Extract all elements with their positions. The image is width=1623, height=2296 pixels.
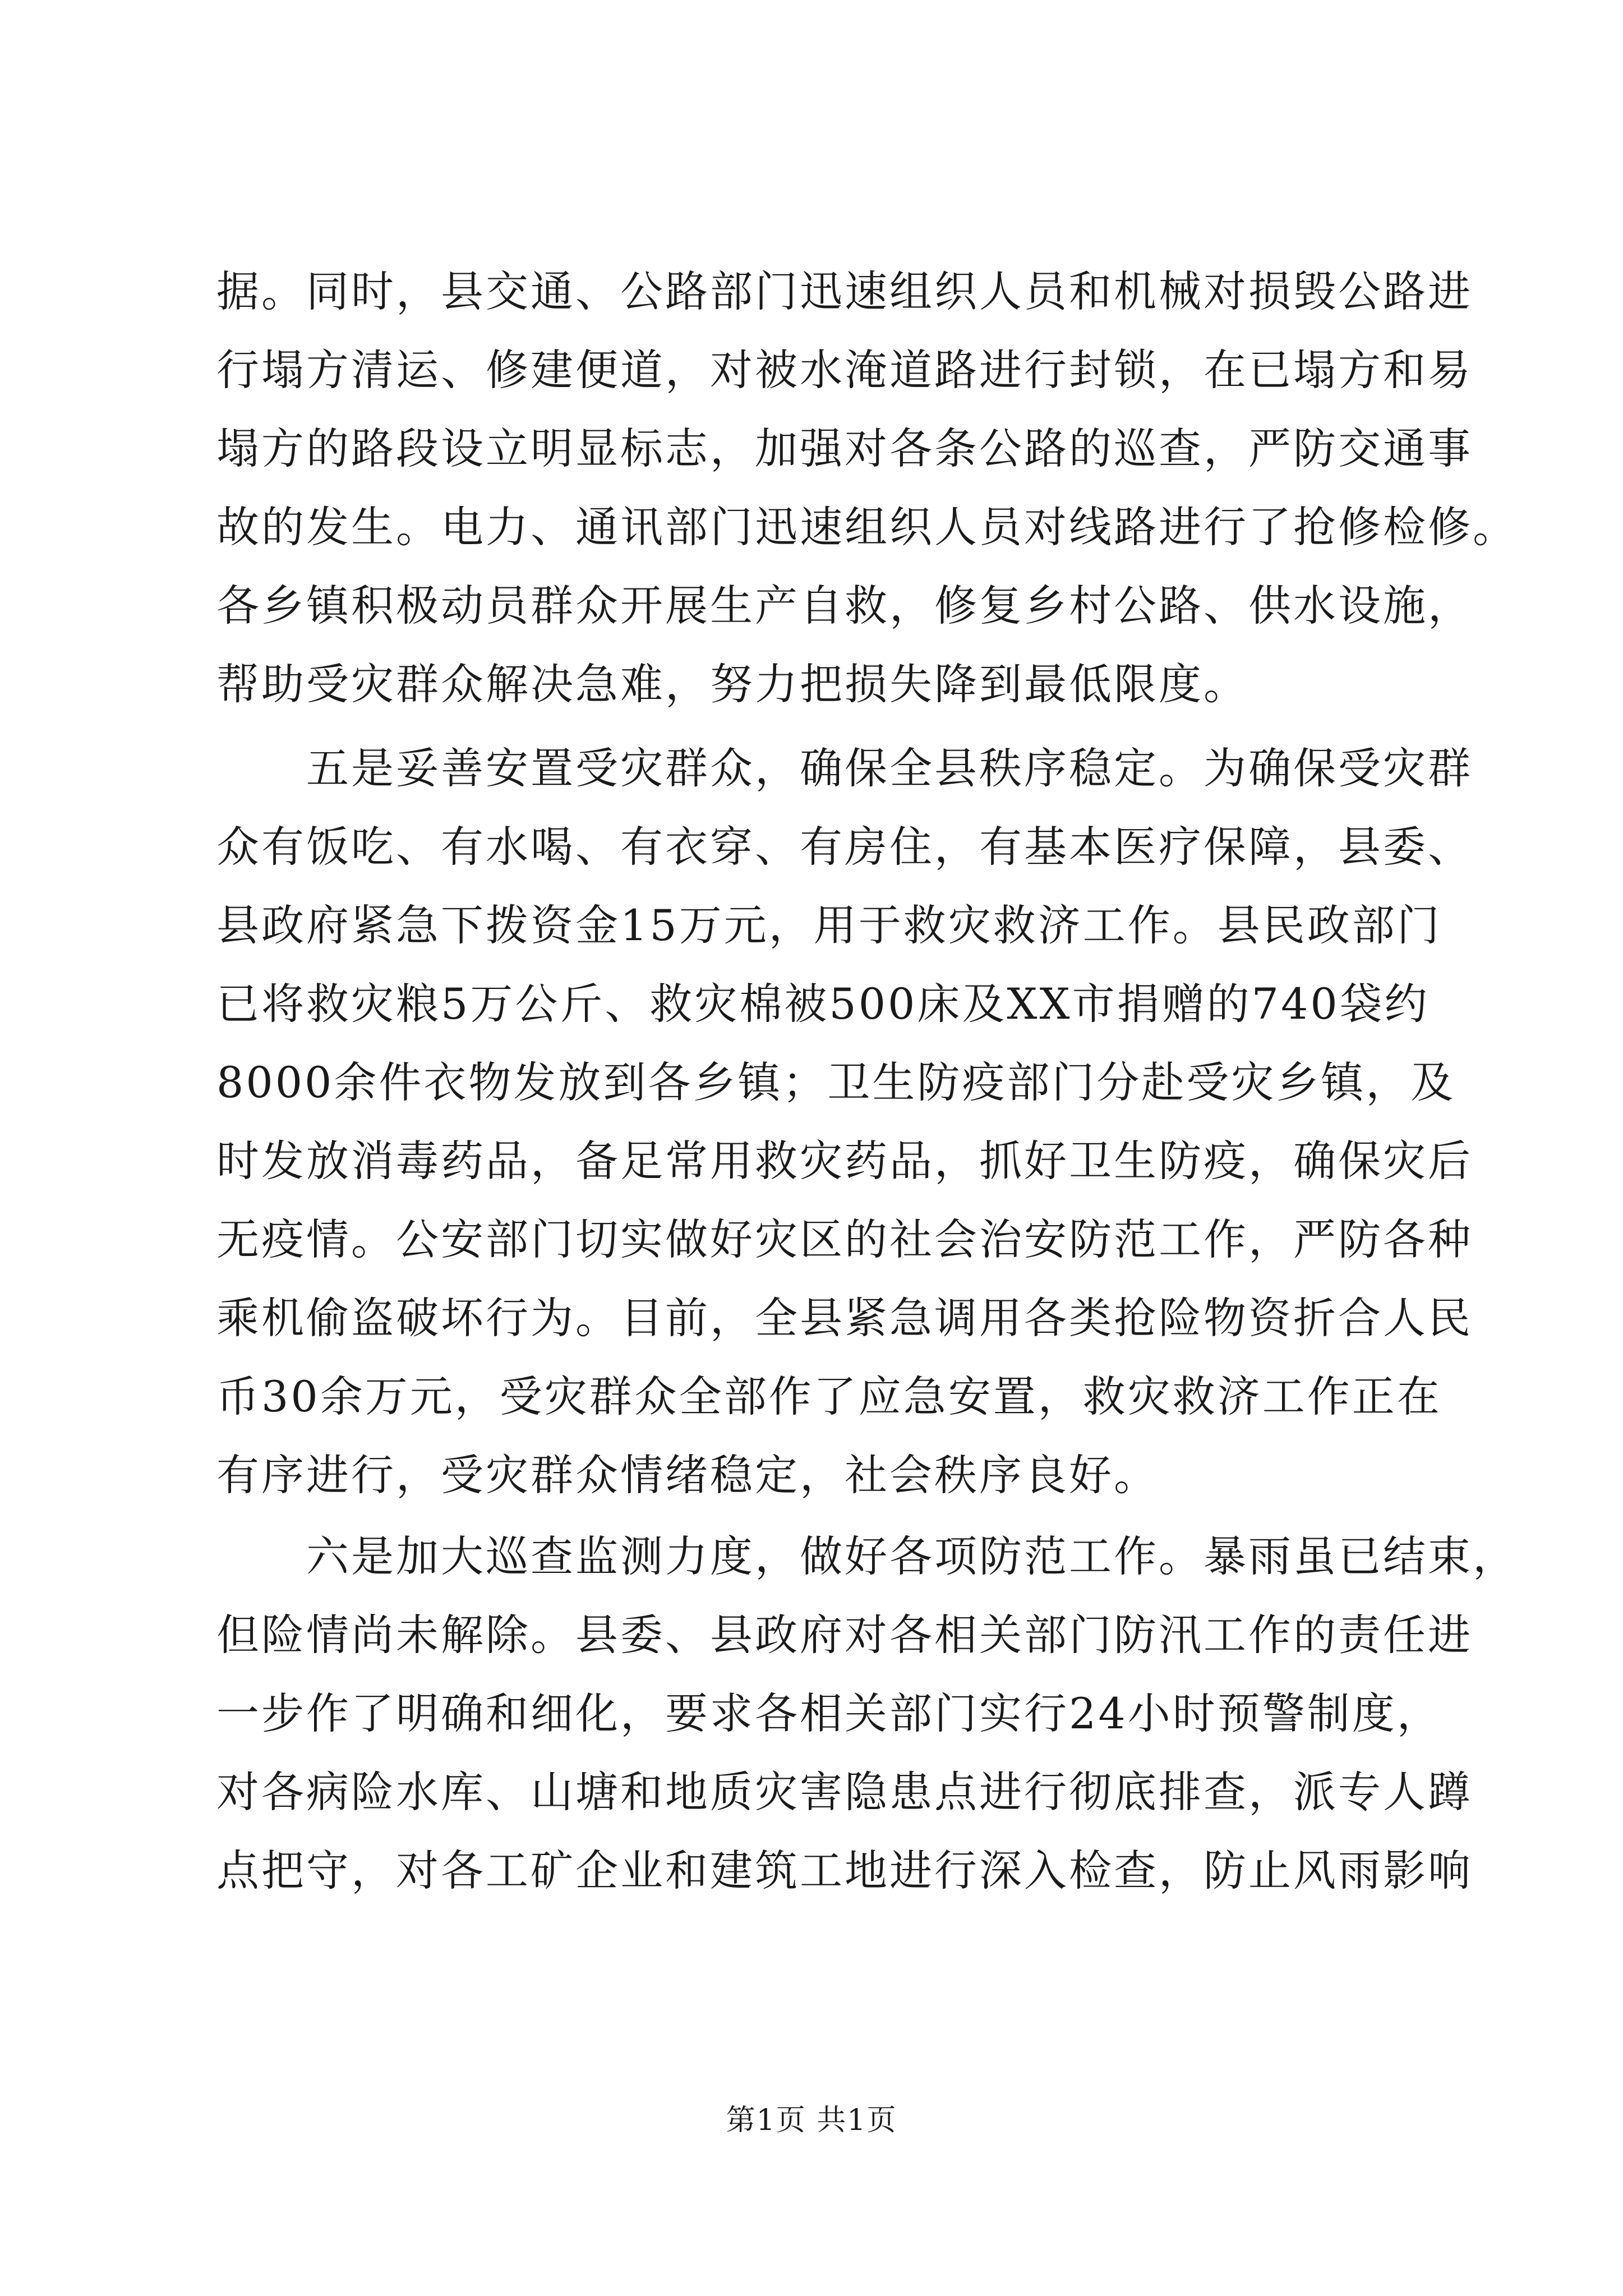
text-line: 点把守，对各工矿企业和建筑工地进行深入检查，防止风雨影响 [216,1846,1473,1895]
page-footer [0,2098,1623,2143]
text-line: 一步作了明确和细化，要求各相关部门实行24小时预警制度， [216,1688,1442,1738]
text-line: 众有饭吃、有水喝、有衣穿、有房住，有基本医疗保障，县委、 [216,822,1473,872]
page-number-label: 第1页 共1页 [726,2104,897,2137]
text-line: 塌方的路段设立明显标志，加强对各条公路的巡查，严防交通事 [216,424,1473,473]
text-line: 行塌方清运、修建便道，对被水淹道路进行封锁，在已塌方和易 [216,345,1473,395]
text-line: 五是妥善安置受灾群众，确保全县秩序稳定。为确保受灾群 [306,743,1473,793]
text-line: 六是加大巡查监测力度，做好各项防范工作。暴雨虽已结束， [306,1531,1518,1581]
text-line: 对各病险水库、山塘和地质灾害隐患点进行彻底排查，派专人蹲 [216,1767,1473,1817]
text-line: 县政府紧急下拨资金15万元，用于救灾救济工作。县民政部门 [216,900,1442,950]
text-line: 乘机偷盗破坏行为。目前，全县紧急调用各类抢险物资折合人民 [216,1293,1473,1343]
text-line: 各乡镇积极动员群众开展生产自救，修复乡村公路、供水设施， [216,581,1473,631]
text-line: 但险情尚未解除。县委、县政府对各相关部门防汛工作的责任进 [216,1610,1473,1660]
text-line: 据。同时，县交通、公路部门迅速组织人员和机械对损毁公路进 [216,266,1473,316]
text-line: 帮助受灾群众解决急难，努力把损失降到最低限度。 [216,659,1248,709]
text-line: 有序进行，受灾群众情绪稳定，社会秩序良好。 [216,1450,1159,1500]
text-line: 故的发生。电力、通讯部门迅速组织人员对线路进行了抢修检修。 [216,502,1518,552]
text-line: 已将救灾粮5万公斤、救灾棉被500床及XX市捐赠的740袋约 [216,979,1430,1029]
text-line: 币30余万元，受灾群众全部作了应急安置，救灾救济工作正在 [216,1372,1442,1421]
text-line: 无疫情。公安部门切实做好灾区的社会治安防范工作，严防各种 [216,1214,1473,1264]
text-line: 8000余件衣物发放到各乡镇；卫生防疫部门分赴受灾乡镇，及 [216,1057,1456,1107]
text-line: 时发放消毒药品，备足常用救灾药品，抓好卫生防疫，确保灾后 [216,1136,1473,1186]
